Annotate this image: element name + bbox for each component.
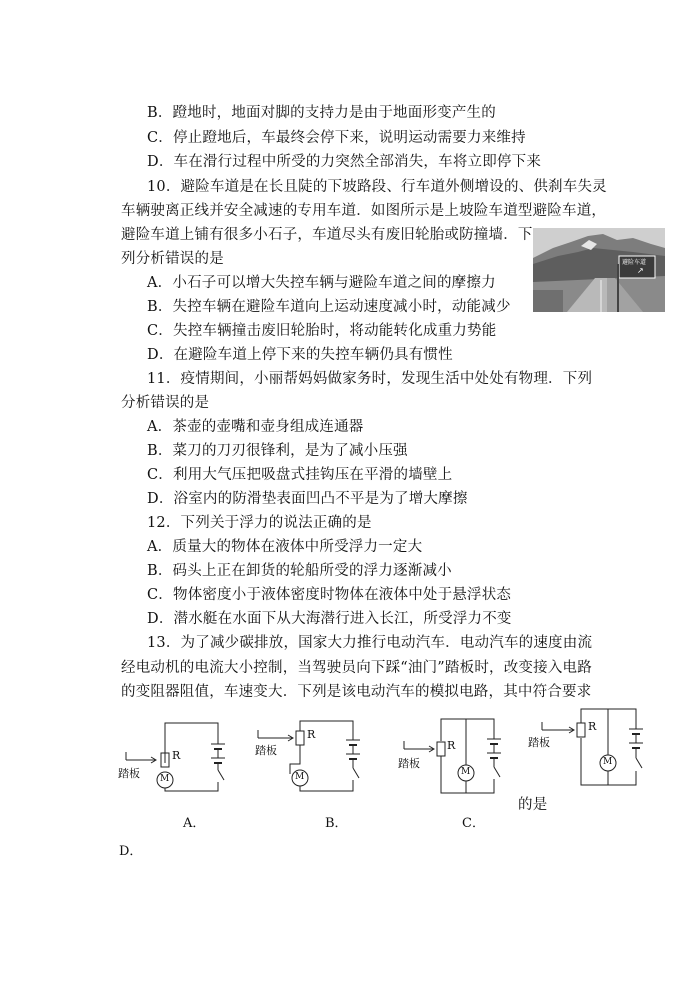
resistor-label: R <box>447 739 456 752</box>
pedal-label: 踏板 <box>118 767 140 780</box>
motor-icon: M <box>461 767 471 777</box>
q10-option-a: A．小石子可以增大失控车辆与避险车道之间的摩擦力 <box>147 275 496 291</box>
circuit-diagram-b <box>255 716 375 796</box>
resistor-label: R <box>588 720 597 733</box>
q11-stem-line1: 11．疫情期间，小丽帮妈妈做家务时，发现生活中处处有物理．下列 <box>147 371 593 387</box>
q10-option-d: D．在避险车道上停下来的失控车辆仍具有惯性 <box>147 347 453 363</box>
q10-stem-line4: 列分析错误的是 <box>121 251 224 267</box>
q11-option-b: B．菜刀的刀刃很锋利，是为了减小压强 <box>147 443 408 459</box>
q10-stem-line2: 车辆驶离正线并安全减速的专用车道．如图所示是上坡险车道型避险车道， <box>121 203 607 219</box>
circuit-diagram-a <box>118 716 238 796</box>
pedal-label: 踏板 <box>255 744 277 757</box>
resistor-label: R <box>172 749 181 762</box>
motor-icon: M <box>603 757 613 767</box>
q10-option-b: B．失控车辆在避险车道向上运动速度减小时，动能减少 <box>147 299 511 315</box>
escape-lane-photo <box>533 228 665 312</box>
q12-option-b: B．码头上正在卸货的轮船所受的浮力逐渐减小 <box>147 563 452 579</box>
q9-option-d: D．车在滑行过程中所受的力突然全部消失，车将立即停下来 <box>147 154 542 170</box>
resistor-label: R <box>307 728 316 741</box>
circuit-label-d: D． <box>119 844 143 859</box>
q11-option-d: D．浴室内的防滑垫表面凹凸不平是为了增大摩擦 <box>147 491 468 507</box>
circuit-diagram-d <box>528 703 648 793</box>
circuit-diagram-c <box>396 711 514 799</box>
q11-stem-line2: 分析错误的是 <box>121 395 210 411</box>
q12-option-a: A．质量大的物体在液体中所受浮力一定大 <box>147 539 423 555</box>
q10-stem-line1: 10．避险车道是在长且陡的下坡路段、行车道外侧增设的、供刹车失灵 <box>147 179 607 195</box>
pedal-label: 踏板 <box>528 736 550 749</box>
q13-stem-line1: 13．为了减少碳排放，国家大力推行电动汽车．电动汽车的速度由流 <box>147 635 593 651</box>
q11-option-a: A．茶壶的壶嘴和壶身组成连通器 <box>147 419 364 435</box>
q12-stem: 12．下列关于浮力的说法正确的是 <box>147 515 372 531</box>
q13-stem-line3: 的变阻器阻值，车速变大．下列是该电动汽车的模拟电路，其中符合要求 <box>121 684 592 700</box>
motor-icon: M <box>160 774 170 784</box>
pedal-label: 踏板 <box>398 757 420 770</box>
q13-stem-tail: 的是 <box>518 797 548 813</box>
circuit-label-c: C． <box>462 816 485 831</box>
escape-lane-sign: 避险车道 <box>622 259 647 266</box>
circuit-label-a: A． <box>183 816 206 831</box>
circuit-label-b: B． <box>325 816 348 831</box>
q11-option-c: C．利用大气压把吸盘式挂钩压在平滑的墙壁上 <box>147 467 453 483</box>
q12-option-c: C．物体密度小于液体密度时物体在液体中处于悬浮状态 <box>147 587 512 603</box>
q12-option-d: D．潜水艇在水面下从大海潜行进入长江，所受浮力不变 <box>147 611 512 627</box>
q13-stem-line2: 经电动机的电流大小控制，当驾驶员向下踩“油门”踏板时，改变接入电路 <box>121 660 592 676</box>
q9-option-c: C．停止蹬地后，车最终会停下来，说明运动需要力来维持 <box>147 130 526 146</box>
sign-arrow-icon: ↗ <box>637 266 644 275</box>
q10-stem-line3: 避险车道上铺有很多小石子，车道尽头有废旧轮胎或防撞墙．下 <box>121 227 533 243</box>
motor-icon: M <box>295 772 305 782</box>
q9-option-b: B．蹬地时，地面对脚的支持力是由于地面形变产生的 <box>147 105 496 121</box>
q10-option-c: C．失控车辆撞击废旧轮胎时，将动能转化成重力势能 <box>147 323 497 339</box>
